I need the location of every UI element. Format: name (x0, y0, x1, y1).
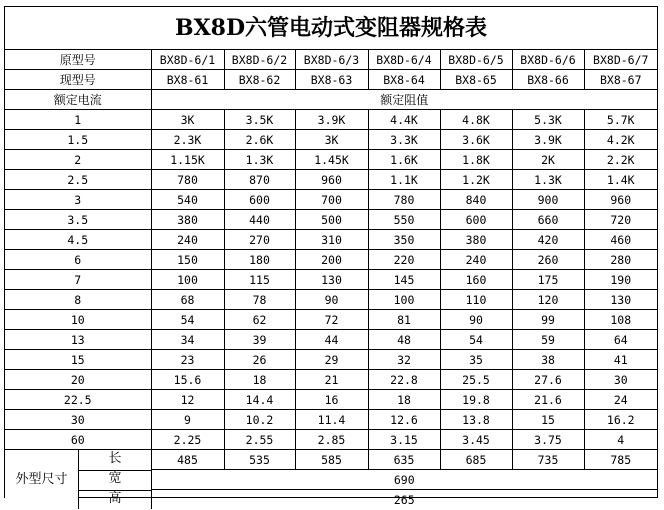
rated-current-cell: 8 (5, 290, 151, 310)
rated-current-cell: 15 (5, 350, 151, 370)
resistance-cell: 960 (584, 190, 657, 210)
rated-current-cell: 20 (5, 370, 151, 390)
dimension-axis-label: 长 (78, 450, 151, 470)
resistance-row (5, 390, 657, 410)
original-model-cell: BX8D-6/2 (224, 50, 295, 70)
resistance-row (5, 110, 657, 130)
resistance-cell: 5.7K (584, 110, 657, 130)
resistance-cell: 2.6K (224, 130, 295, 150)
resistance-cell: 34 (151, 330, 224, 350)
dimension-axis-label: 高 (78, 490, 151, 510)
resistance-cell: 600 (440, 210, 512, 230)
resistance-cell: 3.75 (512, 430, 584, 450)
resistance-cell: 3.6K (440, 130, 512, 150)
width-value-cell: 690 (151, 470, 657, 490)
resistance-cell: 870 (224, 170, 295, 190)
resistance-cell: 99 (512, 310, 584, 330)
resistance-cell: 1.1K (368, 170, 440, 190)
resistance-cell: 960 (295, 170, 368, 190)
resistance-cell: 10.2 (224, 410, 295, 430)
resistance-cell: 11.4 (295, 410, 368, 430)
resistance-cell: 100 (368, 290, 440, 310)
resistance-cell: 23 (151, 350, 224, 370)
resistance-cell: 13.8 (440, 410, 512, 430)
resistance-cell: 240 (151, 230, 224, 250)
resistance-cell: 1.45K (295, 150, 368, 170)
rated-current-cell: 1.5 (5, 130, 151, 150)
resistance-cell: 240 (440, 250, 512, 270)
resistance-cell: 22.8 (368, 370, 440, 390)
original-model-cell: BX8D-6/3 (295, 50, 368, 70)
resistance-cell: 3.9K (295, 110, 368, 130)
resistance-cell: 720 (584, 210, 657, 230)
resistance-cell: 78 (224, 290, 295, 310)
resistance-cell: 380 (440, 230, 512, 250)
resistance-row (5, 250, 657, 270)
resistance-cell: 380 (151, 210, 224, 230)
current-model-row (5, 70, 657, 90)
page-title: BX8D六管电动式变阻器规格表 (5, 7, 657, 50)
length-value-cell: 685 (440, 450, 512, 470)
resistance-cell: 16.2 (584, 410, 657, 430)
length-value-cell: 485 (151, 450, 224, 470)
rated-current-cell: 1 (5, 110, 151, 130)
original-model-cell: BX8D-6/5 (440, 50, 512, 70)
rated-current-cell: 60 (5, 430, 151, 450)
original-model-cell: BX8D-6/6 (512, 50, 584, 70)
length-value-cell: 535 (224, 450, 295, 470)
current-model-cell: BX8-63 (295, 70, 368, 90)
resistance-cell: 190 (584, 270, 657, 290)
resistance-cell: 700 (295, 190, 368, 210)
resistance-cell: 81 (368, 310, 440, 330)
resistance-cell: 1.8K (440, 150, 512, 170)
resistance-cell: 48 (368, 330, 440, 350)
dimension-height-row (5, 490, 657, 510)
rated-resistance-label: 额定阻值 (151, 90, 657, 110)
resistance-cell: 4 (584, 430, 657, 450)
resistance-cell: 18 (224, 370, 295, 390)
resistance-cell: 440 (224, 210, 295, 230)
resistance-cell: 900 (512, 190, 584, 210)
resistance-cell: 840 (440, 190, 512, 210)
original-model-cell: BX8D-6/1 (151, 50, 224, 70)
resistance-row (5, 350, 657, 370)
resistance-row (5, 130, 657, 150)
resistance-cell: 12 (151, 390, 224, 410)
original-model-cell: BX8D-6/4 (368, 50, 440, 70)
resistance-cell: 2.2K (584, 150, 657, 170)
length-value-cell: 735 (512, 450, 584, 470)
resistance-cell: 64 (584, 330, 657, 350)
resistance-cell: 38 (512, 350, 584, 370)
current-model-cell: BX8-61 (151, 70, 224, 90)
rated-header-row (5, 90, 657, 110)
resistance-cell: 14.4 (224, 390, 295, 410)
resistance-cell: 24 (584, 390, 657, 410)
resistance-cell: 62 (224, 310, 295, 330)
resistance-cell: 2.85 (295, 430, 368, 450)
rated-current-cell: 3.5 (5, 210, 151, 230)
resistance-row (5, 430, 657, 450)
rated-current-cell: 2 (5, 150, 151, 170)
resistance-cell: 9 (151, 410, 224, 430)
resistance-cell: 2.55 (224, 430, 295, 450)
rated-current-cell: 3 (5, 190, 151, 210)
resistance-cell: 3K (151, 110, 224, 130)
rated-current-label: 额定电流 (5, 90, 151, 110)
resistance-cell: 500 (295, 210, 368, 230)
resistance-cell: 175 (512, 270, 584, 290)
dimension-divider (78, 490, 151, 491)
resistance-cell: 1.3K (512, 170, 584, 190)
current-model-cell: BX8-66 (512, 70, 584, 90)
resistance-cell: 1.15K (151, 150, 224, 170)
resistance-cell: 3K (295, 130, 368, 150)
rated-current-cell: 7 (5, 270, 151, 290)
dimension-axis-label: 宽 (78, 470, 151, 490)
rated-current-cell: 13 (5, 330, 151, 350)
resistance-cell: 4.2K (584, 130, 657, 150)
resistance-cell: 26 (224, 350, 295, 370)
length-value-cell: 585 (295, 450, 368, 470)
resistance-cell: 21 (295, 370, 368, 390)
resistance-cell: 3.45 (440, 430, 512, 450)
resistance-cell: 130 (295, 270, 368, 290)
resistance-cell: 600 (224, 190, 295, 210)
resistance-cell: 72 (295, 310, 368, 330)
resistance-row (5, 170, 657, 190)
resistance-cell: 100 (151, 270, 224, 290)
resistance-row (5, 270, 657, 290)
resistance-cell: 39 (224, 330, 295, 350)
resistance-cell: 270 (224, 230, 295, 250)
resistance-cell: 130 (584, 290, 657, 310)
spec-table-body (5, 50, 657, 509)
resistance-cell: 44 (295, 330, 368, 350)
rated-current-cell: 30 (5, 410, 151, 430)
resistance-cell: 280 (584, 250, 657, 270)
resistance-cell: 350 (368, 230, 440, 250)
resistance-cell: 310 (295, 230, 368, 250)
resistance-cell: 1.3K (224, 150, 295, 170)
resistance-cell: 90 (295, 290, 368, 310)
rated-current-cell: 22.5 (5, 390, 151, 410)
resistance-cell: 108 (584, 310, 657, 330)
resistance-row (5, 330, 657, 350)
resistance-cell: 260 (512, 250, 584, 270)
resistance-cell: 27.6 (512, 370, 584, 390)
resistance-cell: 59 (512, 330, 584, 350)
resistance-cell: 2K (512, 150, 584, 170)
resistance-cell: 145 (368, 270, 440, 290)
resistance-row (5, 290, 657, 310)
resistance-cell: 3.15 (368, 430, 440, 450)
dimension-label-cell (5, 450, 151, 487)
resistance-cell: 15.6 (151, 370, 224, 390)
original-model-cell: BX8D-6/7 (584, 50, 657, 70)
resistance-cell: 30 (584, 370, 657, 390)
current-model-cell: BX8-65 (440, 70, 512, 90)
resistance-cell: 460 (584, 230, 657, 250)
original-model-row (5, 50, 657, 70)
spec-table (5, 50, 657, 509)
resistance-cell: 4.4K (368, 110, 440, 130)
resistance-cell: 5.3K (512, 110, 584, 130)
resistance-cell: 160 (440, 270, 512, 290)
resistance-row (5, 230, 657, 250)
resistance-row (5, 410, 657, 430)
dimension-width-row (5, 470, 657, 490)
rated-current-cell: 4.5 (5, 230, 151, 250)
resistance-cell: 15 (512, 410, 584, 430)
height-value-cell: 265 (151, 490, 657, 510)
resistance-cell: 54 (440, 330, 512, 350)
resistance-cell: 3.3K (368, 130, 440, 150)
outer-dimension-label: 外型尺寸 (5, 450, 78, 510)
resistance-cell: 200 (295, 250, 368, 270)
length-value-cell: 635 (368, 450, 440, 470)
resistance-cell: 25.5 (440, 370, 512, 390)
resistance-row (5, 310, 657, 330)
rated-current-cell: 6 (5, 250, 151, 270)
resistance-row (5, 370, 657, 390)
rated-current-cell: 10 (5, 310, 151, 330)
length-value-cell: 785 (584, 450, 657, 470)
resistance-row (5, 210, 657, 230)
rated-current-cell: 2.5 (5, 170, 151, 190)
resistance-cell: 16 (295, 390, 368, 410)
resistance-cell: 780 (368, 190, 440, 210)
resistance-cell: 1.2K (440, 170, 512, 190)
resistance-cell: 2.25 (151, 430, 224, 450)
resistance-cell: 21.6 (512, 390, 584, 410)
resistance-row (5, 150, 657, 170)
resistance-cell: 780 (151, 170, 224, 190)
resistance-cell: 220 (368, 250, 440, 270)
dimension-divider (78, 470, 151, 471)
resistance-cell: 110 (440, 290, 512, 310)
resistance-cell: 41 (584, 350, 657, 370)
current-model-cell: BX8-64 (368, 70, 440, 90)
resistance-cell: 54 (151, 310, 224, 330)
resistance-cell: 35 (440, 350, 512, 370)
resistance-row (5, 190, 657, 210)
resistance-cell: 2.3K (151, 130, 224, 150)
resistance-cell: 32 (368, 350, 440, 370)
resistance-cell: 180 (224, 250, 295, 270)
resistance-cell: 90 (440, 310, 512, 330)
resistance-cell: 1.4K (584, 170, 657, 190)
resistance-cell: 660 (512, 210, 584, 230)
resistance-cell: 18 (368, 390, 440, 410)
current-model-cell: BX8-62 (224, 70, 295, 90)
resistance-cell: 120 (512, 290, 584, 310)
resistance-cell: 68 (151, 290, 224, 310)
resistance-cell: 1.6K (368, 150, 440, 170)
resistance-cell: 115 (224, 270, 295, 290)
resistance-cell: 29 (295, 350, 368, 370)
dimension-length-row (5, 450, 657, 470)
resistance-cell: 540 (151, 190, 224, 210)
resistance-cell: 150 (151, 250, 224, 270)
resistance-cell: 3.9K (512, 130, 584, 150)
resistance-cell: 3.5K (224, 110, 295, 130)
resistance-cell: 550 (368, 210, 440, 230)
current-model-cell: BX8-67 (584, 70, 657, 90)
resistance-cell: 19.8 (440, 390, 512, 410)
resistance-cell: 12.6 (368, 410, 440, 430)
resistance-cell: 4.8K (440, 110, 512, 130)
resistance-cell: 420 (512, 230, 584, 250)
spec-sheet (4, 6, 658, 507)
original-model-label: 原型号 (5, 50, 151, 70)
current-model-label: 现型号 (5, 70, 151, 90)
